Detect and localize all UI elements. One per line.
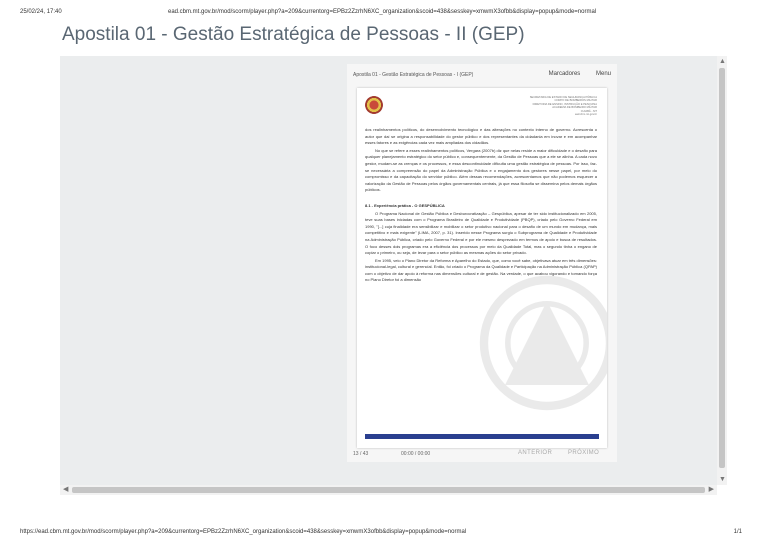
document-footer-bar	[365, 434, 599, 439]
print-page-number: 1/1	[733, 529, 742, 535]
document-body	[365, 127, 597, 285]
vertical-scrollbar[interactable]	[717, 56, 727, 485]
player-controls	[353, 448, 611, 460]
scroll-down-icon[interactable]: ▼	[719, 476, 726, 483]
print-header-url: ead.cbm.mt.gov.br/mod/scorm/player.php?a=209&currentorg=EPBz2ZzrhN6XC_organization&scoid=438&sesskey=xmwmX3ofbb&display=popup&mode=normal	[168, 9, 597, 15]
header-line: CORPO DE BOMBEIROS MILITAR	[554, 99, 597, 103]
document-header	[487, 96, 597, 116]
scroll-up-icon[interactable]: ▲	[719, 58, 726, 65]
paragraph: No que se refere a esses realinhamentos políticos, Vergara (2007b) diz que nelas reside a maior dificuldade e o desafio para qualquer planejamento estratégico do setor público e, consequentemente, da Gestão de Pessoas que a ele se alinha. A cada novo gestor, mudam-se as crenças e os processos, e essa descontinuidade dificulta uma gestão estratégica de pessoas. Por isso, faz-se necessária a compreensão do papel da Administração Pública e o engajamento dos gestores nesse papel, por meio do compromisso e da capacitação do servidor público. Além dessas recomendações, acrescentamos que não podemos esquecer a valorização da Gestão de Pessoas pelos órgãos governamentais centrais, já que essa filosofia se dissemina pelos demais órgãos públicos.	[365, 147, 597, 193]
bookmarks-button[interactable]: Marcadores	[548, 71, 581, 77]
paragraph: dos realinhamentos políticos, do desenvolvimento tecnológico e das alterações no contexto interno de governo. Acrescenta o autor que daí se origina a responsabilidade do gestor público e dos representantes da cidadania em inovar e em acompanhar esses fatores e as exigências cada vez mais ampliadas dos cidadãos.	[365, 127, 597, 146]
menu-button[interactable]: Menu	[595, 71, 611, 77]
document-player	[347, 64, 617, 462]
page-title: Apostila 01 - Gestão Estratégica de Pessoas - II (GEP)	[62, 24, 525, 45]
page-indicator: 13 / 43	[353, 451, 369, 457]
scroll-left-icon[interactable]: ◀	[63, 486, 69, 493]
cbm-seal-logo	[365, 96, 383, 114]
horizontal-scroll-thumb[interactable]	[72, 487, 705, 493]
paragraph: O Programa Nacional de Gestão Pública e Desburocratização – Gespública, apesar de ter sido institucionalizado em 2005, teve suas bases iniciadas com o Programa Brasileiro de Qualidade e Produtividade (PBQP), criado pelo Governo Federal em 1990, "[...] cuja finalidade era sensibilizar e mobilizar o setor produtivo nacional para o desafio de um mundo em mudança, mais competitivo e mais exigente" (LIMA, 2007, p. 31). Inserido nesse Programa surgiu o Subprograma de Qualidade e Produtividade na Administração Pública, criado pelo Governo Federal e por ele mesmo desprezado em termos de apoio e busca de resultados. O foco desses dois programas era a eficiência dos processos por meio da Qualidade Total, mas o segundo tinha o engano de copiar o primeiro, ou seja, de levar para o setor público as mesmas ações do setor privado.	[365, 210, 597, 256]
player-toolbar	[353, 70, 611, 82]
section-heading: 8.1 - Experiência prática - O GESPÚBLICA	[365, 202, 445, 208]
print-footer-url: https://ead.cbm.mt.gov.br/mod/scorm/player.php?a=209&currentorg=EPBz2ZzrhN6XC_organization&scoid=438&sesskey=xmwmX3ofbb&display=popup&mode=normal	[20, 529, 467, 535]
next-button[interactable]: PRÓXIMO	[568, 450, 600, 456]
header-line: CUIABÁ - MT	[580, 109, 597, 113]
document-page	[357, 88, 607, 448]
print-datetime: 25/02/24, 17:40	[20, 9, 62, 15]
scroll-right-icon[interactable]: ▶	[708, 486, 714, 493]
player-nav	[535, 71, 611, 77]
horizontal-scrollbar[interactable]	[60, 485, 717, 495]
header-line: ead.cbm.mt.gov.br	[574, 113, 597, 117]
time-display: 00:00 / 00:00	[401, 451, 431, 457]
paragraph: Em 1995, veio o Plano Diretor da Reforma e Aparelho do Estado, que, como você sabe, objetivava atuar em três dimensões: institucional-legal, cultural e gerencial. Então, foi criado o Programa da Qualidade e Participação na Administração Pública (QPAP) com o objetivo de dar apoio à reforma nas dimensões cultural e de gestão. Na verdade, o que acabou vigorando e tomando força no Plano Diretor foi a dimensão	[365, 257, 597, 283]
player-doc-title: Apostila 01 - Gestão Estratégica de Pessoas - I (GEP)	[353, 72, 474, 78]
previous-button[interactable]: ANTERIOR	[518, 450, 553, 456]
header-line: DIRETORIA DE ENSINO, INSTRUÇÃO E PESQUISA	[532, 102, 597, 106]
vertical-scroll-thumb[interactable]	[719, 68, 725, 468]
header-line: ACADEMIA DE BOMBEIRO MILITAR	[552, 106, 597, 110]
header-line: SECRETARIA DE ESTADO DE SEGURANÇA PÚBLICA	[529, 96, 597, 99]
